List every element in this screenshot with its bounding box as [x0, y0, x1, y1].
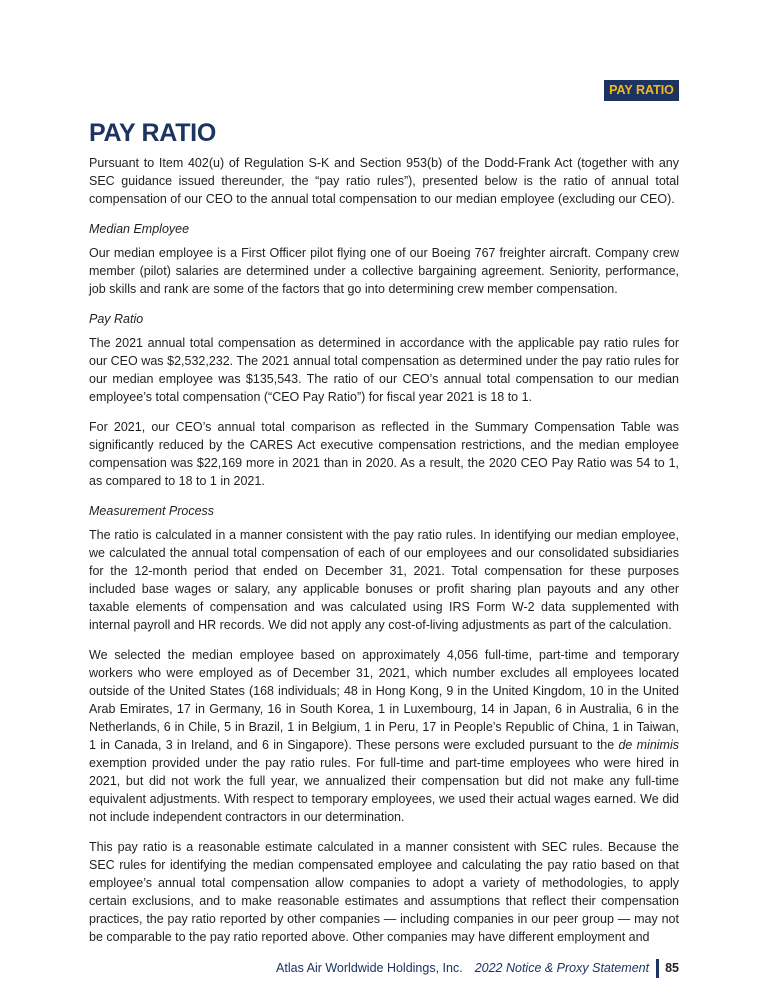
page-number: 85: [665, 961, 679, 975]
pay-ratio-paragraph-1: The 2021 annual total compensation as determined in accordance with the applicable pay ratio rules for our CEO was $2,532,232. The 2021 annual total compensation as determined under the pay ratio rules for our median employee was $135,543. The ratio of our CEO’s annual total compensation to our median employee’s total compensation (“CEO Pay Ratio”) for fiscal year 2021 is 18 to 1.: [89, 336, 679, 404]
heading-pay-ratio: Pay Ratio: [89, 312, 144, 326]
page-footer: [89, 958, 679, 978]
measurement-paragraph-2: [89, 646, 679, 826]
page-title: PAY RATIO: [89, 119, 216, 147]
pay-ratio-paragraph-2: For 2021, our CEO’s annual total comparison as reflected in the Summary Compensation Table was significantly reduced by the CARES Act executive compensation restrictions, and the median employee compensation was $22,169 more in 2021 than in 2020. As a result, the 2020 CEO Pay Ratio was 54 to 1, as compared to 18 to 1 in 2021.: [89, 420, 679, 488]
measurement-paragraph-1: The ratio is calculated in a manner consistent with the pay ratio rules. In identifying our median employee, we calculated the annual total compensation of each of our employees and our consolidated subsidiaries for the 12-month period that ended on December 31, 2021. Total compensation for these purposes included base wages or salary, any applicable bonuses or profit sharing plan payouts and any other taxable elements of compensation and was calculated using IRS Form W-2 data supplemented with internal payroll and HR records. We did not apply any cost-of-living adjustments as part of the calculation.: [89, 528, 679, 632]
page-content: [89, 0, 679, 946]
footer-document: 2022 Notice & Proxy Statement: [474, 961, 650, 975]
heading-measurement-process: Measurement Process: [89, 504, 215, 518]
measurement-text-a: We selected the median employee based on approximately 4,056 full-time, part-time and temporary workers who were employed as of December 31, 2021, which number excludes all employees located outside of the United States (168 individuals; 48 in Hong Kong, 9 in the United Kingdom, 10 in the United Arab Emirates, 17 in Germany, 16 in South Korea, 1 in Luxembourg, 14 in Japan, 6 in Australia, 6 in the Netherlands, 6 in Chile, 5 in Brazil, 1 in Belgium, 1 in Peru, 17 in People’s Republic of China, 1 in Taiwan, 1 in Canada, 3 in Ireland, and 6 in Singapore). These persons were excluded pursuant to the: [89, 648, 679, 752]
measurement-paragraph-3: This pay ratio is a reasonable estimate calculated in a manner consistent with SEC rules. Because the SEC rules for identifying the median compensated employee and calculating the pay ratio based on that employee’s annual total compensation allow companies to adopt a variety of methodologies, to apply certain exclusions, and to make reasonable estimates and assumptions that reflect their compensation practices, the pay ratio reported by other companies — including companies in our peer group — may not be comparable to the pay ratio reported above. Other companies may have different employment and: [89, 840, 679, 944]
intro-paragraph: Pursuant to Item 402(u) of Regulation S-K and Section 953(b) of the Dodd-Frank Act (together with any SEC guidance issued thereunder, the “pay ratio rules”), presented below is the ratio of annual total compensation of our CEO to the annual total compensation to our median employee (excluding our CEO).: [89, 156, 679, 206]
footer-company: Atlas Air Worldwide Holdings, Inc.: [276, 961, 463, 975]
section-badge: PAY RATIO: [604, 80, 679, 101]
measurement-text-b: exemption provided under the pay ratio rules. For full-time and part-time employees who were hired in 2021, but did not work the full year, we annualized their compensation but did not make any full-time equivalent adjustments. With respect to temporary employees, we used their actual wages earned. We did not include independent contractors in our determination.: [89, 756, 679, 824]
footer-divider: [656, 959, 659, 978]
median-employee-paragraph: Our median employee is a First Officer pilot flying one of our Boeing 767 freighter aircraft. Company crew member (pilot) salaries are determined under a collective bargaining agreement. Seniority, performance, job skills and rank are some of the factors that go into determining crew member compensation.: [89, 246, 679, 296]
de-minimis-term: de minimis: [618, 738, 679, 752]
heading-median-employee: Median Employee: [89, 222, 190, 236]
